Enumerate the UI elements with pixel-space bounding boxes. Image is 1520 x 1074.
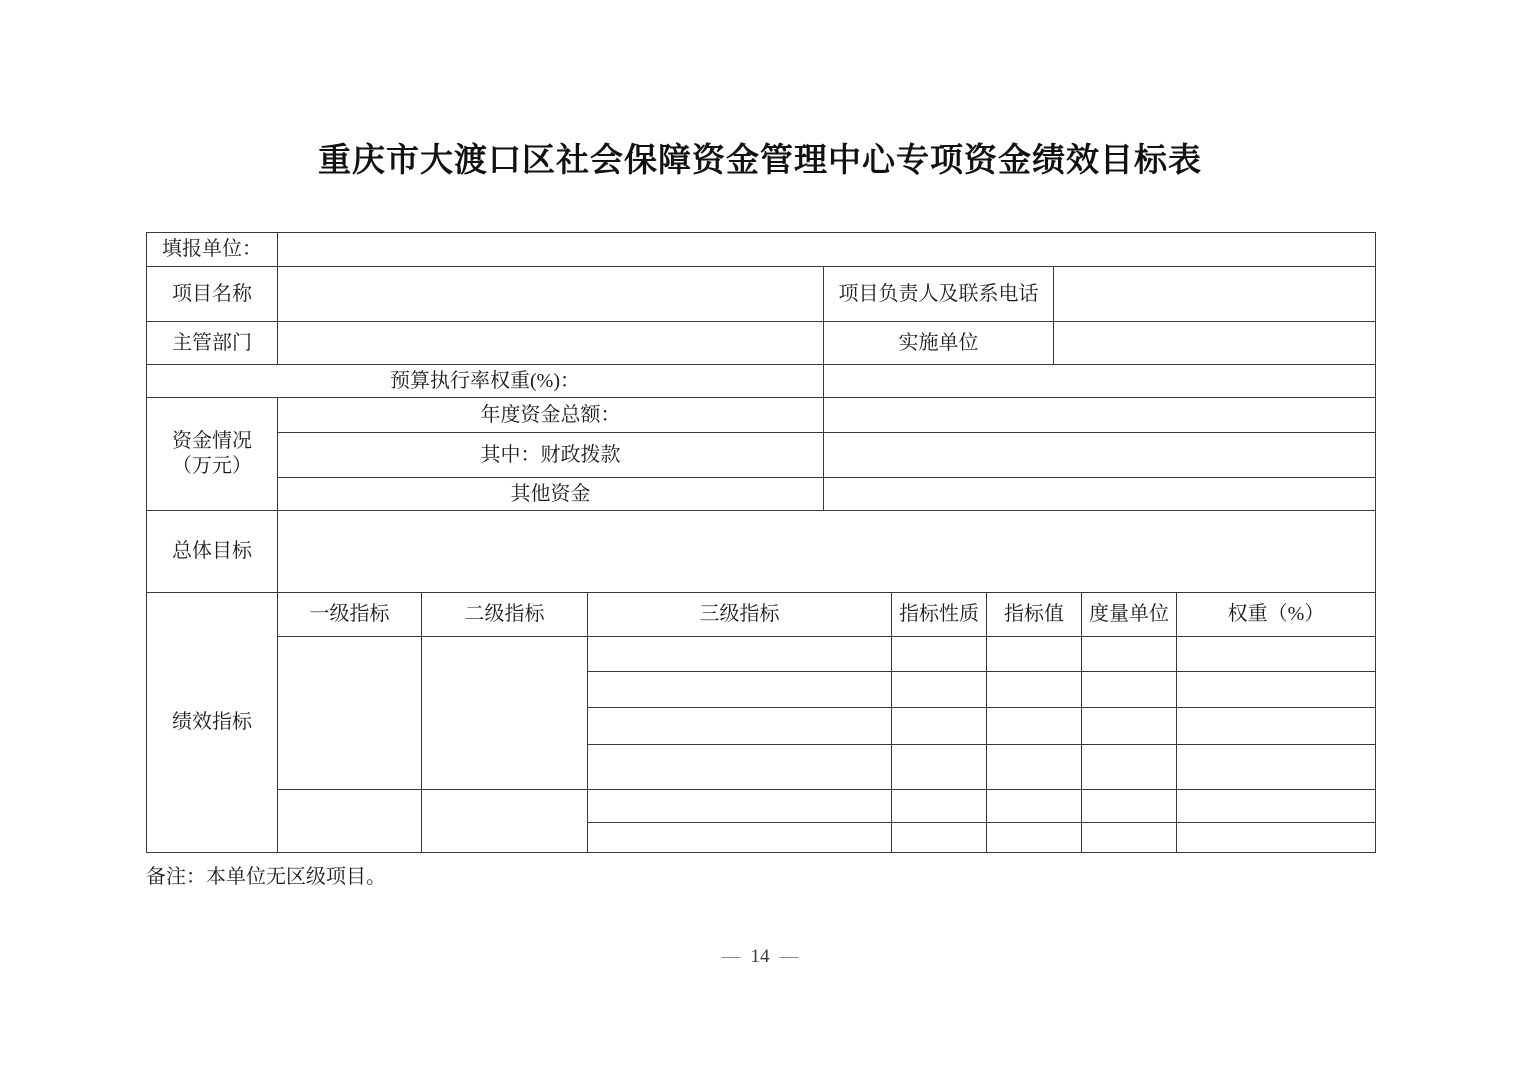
kpi-l2-group2-cell [422, 790, 588, 853]
kpi-nature-row5-cell [892, 790, 987, 823]
filler-unit-value-cell [278, 233, 1376, 267]
page-title: 重庆市大渡口区社会保障资金管理中心专项资金绩效目标表 [318, 143, 1202, 179]
kpi-nature-row3-cell [892, 708, 987, 745]
department-value-cell [278, 322, 824, 365]
kpi-header-value: 指标值 [987, 593, 1082, 637]
kpi-header-nature: 指标性质 [892, 593, 987, 637]
kpi-weight-row1-cell [1177, 637, 1376, 672]
fund-group-label-line1: 资金情况 [172, 430, 252, 452]
table-row [147, 365, 1376, 398]
fund-total-label: 年度资金总额： [278, 398, 824, 433]
kpi-value-row4-cell [987, 745, 1082, 790]
kpi-l1-group1-cell [278, 637, 422, 790]
page-number [0, 946, 1520, 968]
leader-phone-value-cell [1054, 267, 1376, 322]
fund-other-label: 其他资金 [278, 478, 824, 511]
fund-group-label [147, 398, 278, 511]
fund-other-value-cell [824, 478, 1376, 511]
table-row [147, 267, 1376, 322]
kpi-l1-group2-cell [278, 790, 422, 853]
table-row [147, 511, 1376, 593]
implement-unit-label: 实施单位 [824, 322, 1054, 365]
kpi-unit-row2-cell [1082, 672, 1177, 708]
fund-group-label-line2: （万元） [172, 455, 252, 477]
fund-total-value-cell [824, 398, 1376, 433]
kpi-header-level2: 二级指标 [422, 593, 588, 637]
kpi-l3-row4-cell [588, 745, 892, 790]
kpi-value-row6-cell [987, 823, 1082, 853]
kpi-header-weight: 权重（%） [1177, 593, 1376, 637]
table-row [147, 322, 1376, 365]
leader-phone-label: 项目负责人及联系电话 [824, 267, 1054, 322]
kpi-value-row5-cell [987, 790, 1082, 823]
kpi-l3-row6-cell [588, 823, 892, 853]
overall-goal-label: 总体目标 [147, 511, 278, 593]
note-text: 备注：本单位无区级项目。 [146, 866, 386, 888]
project-name-label: 项目名称 [147, 267, 278, 322]
table-row [147, 398, 1376, 433]
kpi-nature-row4-cell [892, 745, 987, 790]
implement-unit-value-cell [1054, 322, 1376, 365]
performance-target-table [146, 232, 1376, 853]
kpi-unit-row5-cell [1082, 790, 1177, 823]
kpi-weight-row5-cell [1177, 790, 1376, 823]
kpi-unit-row6-cell [1082, 823, 1177, 853]
kpi-header-row [147, 593, 1376, 637]
fund-fiscal-value-cell [824, 433, 1376, 478]
kpi-weight-row4-cell [1177, 745, 1376, 790]
kpi-header-unit: 度量单位 [1082, 593, 1177, 637]
kpi-data-row [147, 790, 1376, 823]
table-row [147, 433, 1376, 478]
kpi-l2-group1-cell [422, 637, 588, 790]
kpi-group-label: 绩效指标 [147, 593, 278, 853]
kpi-unit-row1-cell [1082, 637, 1177, 672]
filler-unit-label: 填报单位： [147, 233, 278, 267]
kpi-data-row [147, 637, 1376, 672]
kpi-weight-row6-cell [1177, 823, 1376, 853]
kpi-weight-row2-cell [1177, 672, 1376, 708]
table-row [147, 233, 1376, 267]
kpi-header-level3: 三级指标 [588, 593, 892, 637]
kpi-l3-row2-cell [588, 672, 892, 708]
kpi-nature-row1-cell [892, 637, 987, 672]
kpi-unit-row4-cell [1082, 745, 1177, 790]
kpi-weight-row3-cell [1177, 708, 1376, 745]
kpi-nature-row2-cell [892, 672, 987, 708]
page-number-right-dash: — [779, 946, 799, 967]
kpi-l3-row5-cell [588, 790, 892, 823]
kpi-value-row3-cell [987, 708, 1082, 745]
kpi-unit-row3-cell [1082, 708, 1177, 745]
kpi-value-row1-cell [987, 637, 1082, 672]
project-name-value-cell [278, 267, 824, 322]
page-number-value: 14 [750, 946, 770, 967]
department-label: 主管部门 [147, 322, 278, 365]
budget-rate-label: 预算执行率权重(%)： [147, 365, 824, 398]
kpi-l3-row1-cell [588, 637, 892, 672]
kpi-nature-row6-cell [892, 823, 987, 853]
kpi-value-row2-cell [987, 672, 1082, 708]
table-row [147, 478, 1376, 511]
budget-rate-value-cell [824, 365, 1376, 398]
overall-goal-value-cell [278, 511, 1376, 593]
kpi-header-level1: 一级指标 [278, 593, 422, 637]
page-number-left-dash: — [721, 946, 741, 967]
kpi-l3-row3-cell [588, 708, 892, 745]
fund-fiscal-label: 其中：财政拨款 [278, 433, 824, 478]
